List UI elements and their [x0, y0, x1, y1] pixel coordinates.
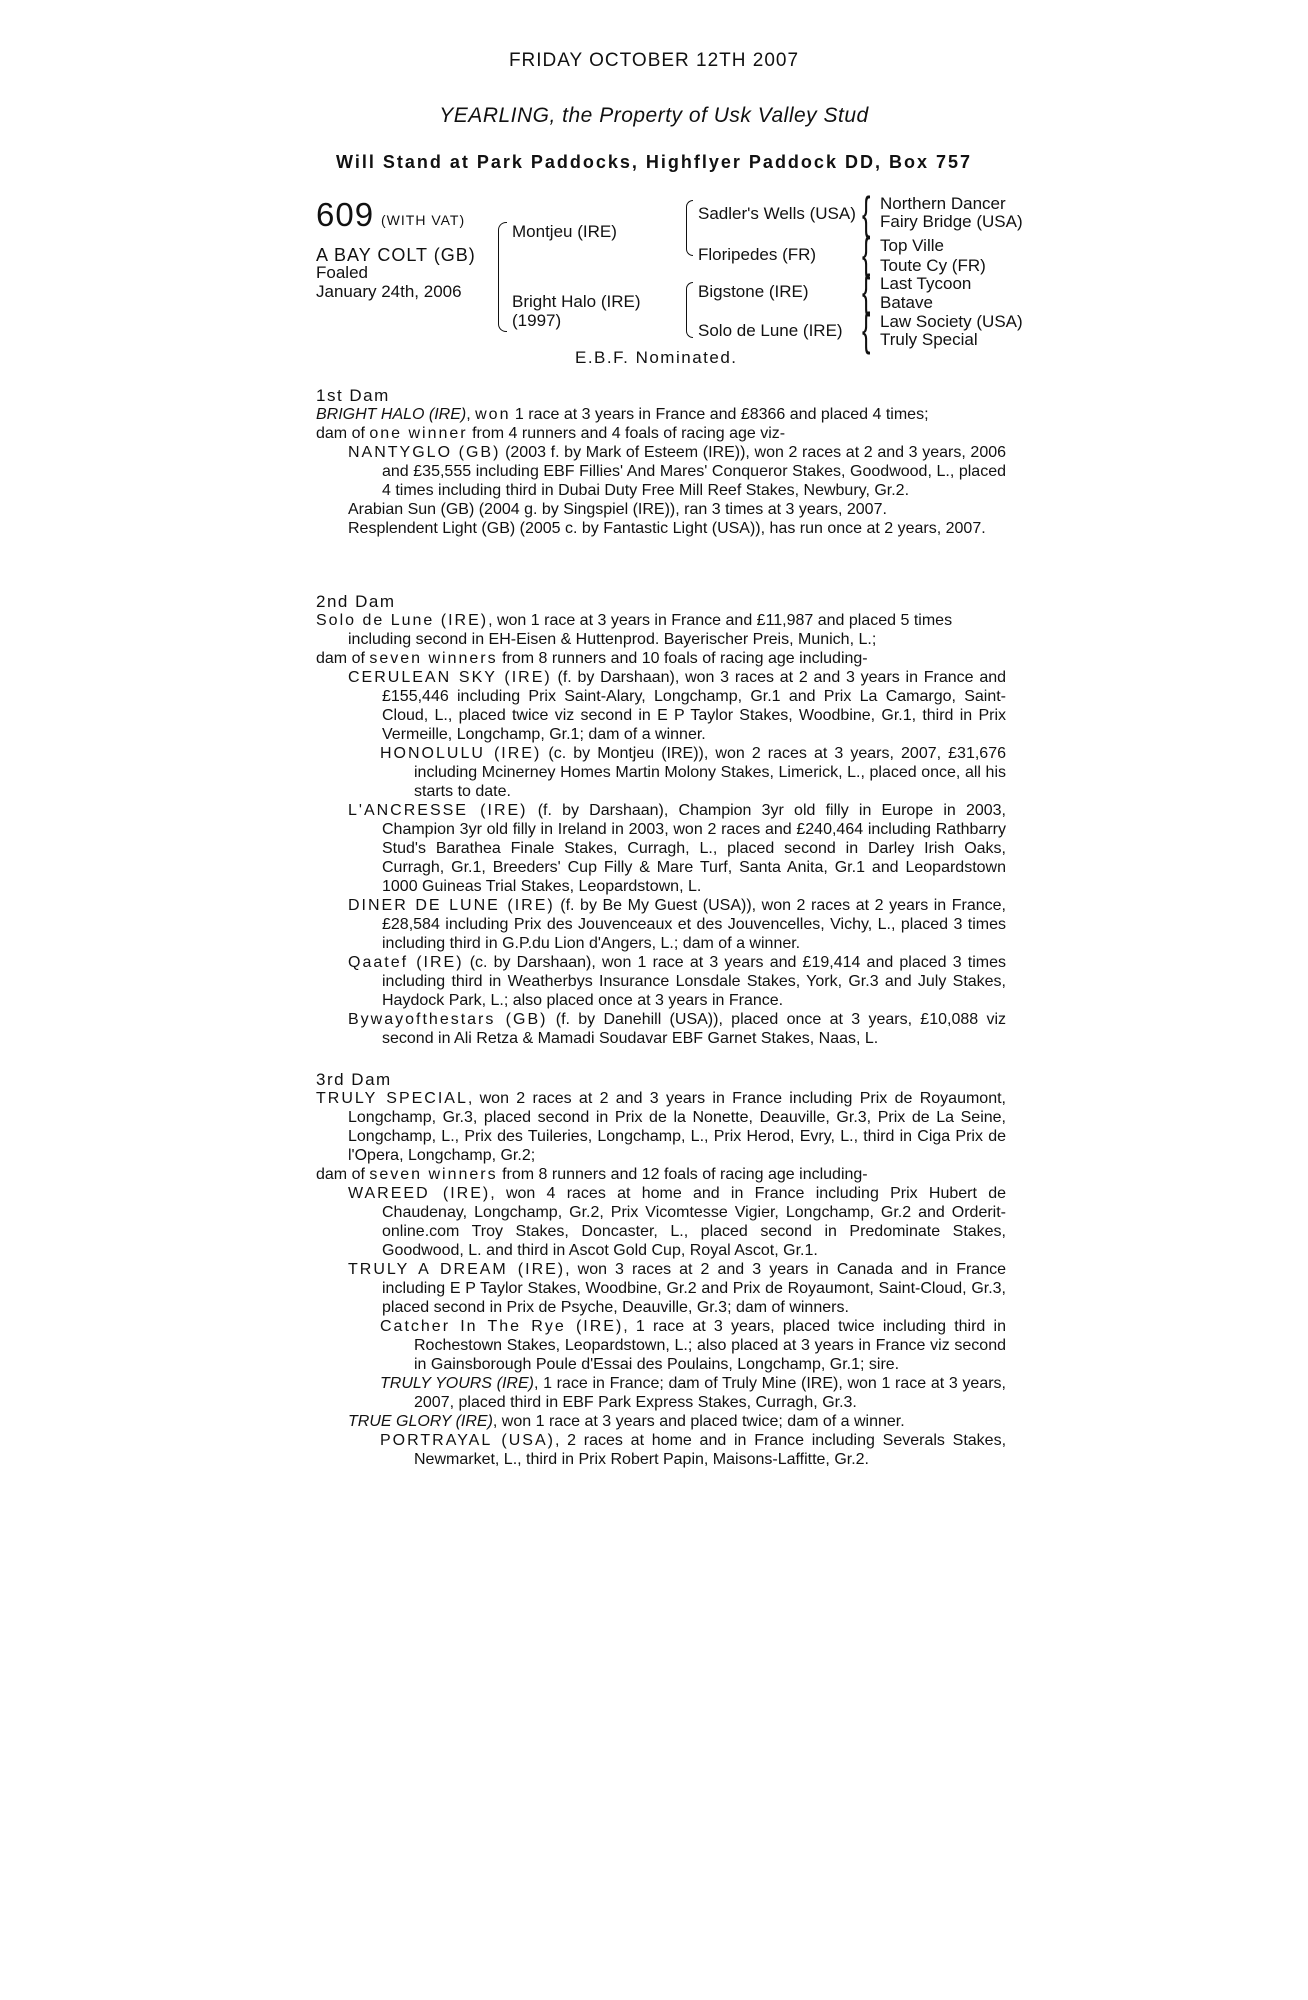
pedigree-brace: { — [862, 228, 871, 280]
pedigree-g8: Truly Special — [880, 330, 978, 349]
pedigree-dam-sire: Bigstone (IRE) — [698, 282, 809, 301]
first-dam-section: 1st Dam BRIGHT HALO (IRE), won 1 race at 3 years in France and £8366 and placed 4 times; dam of one winner from 4 runners and 4 foals of racing age viz- NANTYGLO (GB) (2003 f. by Mark of Esteem (IRE)), won 2 races at 2 and 3 years, 2006 and £35,555 including EBF Fillies' And Mares' Conqueror Stakes, Goodwood, L., placed 4 times including third in Dubai Duty Free Mill Reef Stakes, Newbury, Gr.2. Arabian Sun (GB) (2004 g. by Singspiel (IRE)), ran 3 times at 3 years, 2007. Resplendent Light (GB) (2005 c. by Fantastic Light (USA)), has run once at 2 years, 2007. — [316, 386, 1007, 537]
pedigree-brace — [686, 282, 693, 338]
produce-entry: Resplendent Light (GB) (2005 c. by Fantastic Light (USA)), has run once at 2 years, 2007. — [348, 520, 986, 537]
pedigree-brace: { — [862, 187, 871, 239]
pedigree-g4: Toute Cy (FR) — [880, 256, 986, 275]
pedigree-g5: Last Tycoon — [880, 274, 972, 293]
produce-entry: TRUE GLORY (IRE), won 1 race at 3 years and placed twice; dam of a winner. — [348, 1413, 905, 1430]
produce-entry: CERULEAN SKY (IRE) (f. by Darshaan), won 3 races at 2 and 3 years in France and £155,446 including Prix Saint-Alary, Longchamp, Gr.1 and Prix La Camargo, Saint-Cloud, L., placed twice viz second in E P Taylor Stakes, Woodbine, Gr.1, third in Prix Vermeille, Longchamp, Gr.1; dam of a winner. — [348, 669, 1007, 743]
lot-number: 609 — [316, 196, 375, 233]
vat-note: (WITH VAT) — [381, 212, 466, 228]
produce-entry: Bywayofthestars (GB) (f. by Danehill (USA)), placed once at 3 years, £10,088 viz second in Ali Retza & Mamadi Soudavar EBF Garnet Stakes, Naas, L. — [348, 1011, 1006, 1047]
lot-description: A BAY COLT (GB) — [316, 245, 476, 265]
pedigree-sire: Montjeu (IRE) — [512, 222, 617, 241]
second-dam-section: 2nd Dam Solo de Lune (IRE), won 1 race at 3 years in France and £11,987 and placed 5 times including second in EH-Eisen & Huttenprod. Bayerischer Preis, Munich, L.; dam of seven winners from 8 runners and 10 foals of racing age including- CERULEAN SKY (IRE) (f. by Darshaan), won 3 races at 2 and 3 years in France and £155,446 including Prix Saint-Alary, Longchamp, Gr.1 and Prix La Camargo, Saint-Cloud, L., placed twice viz second in E P Taylor Stakes, Woodbine, Gr.1, third in Prix Vermeille, Longchamp, Gr.1; dam of a winner. HONOLULU (IRE) (c. by Montjeu (IRE)), won 2 races at 3 years, 2007, £31,676 including Mcinerney Homes Martin Molony Stakes, Limerick, L., placed once, all his starts to date. L'ANCRESSE (IRE) (f. by Darshaan), Champion 3yr old filly in Europe in 2003, Champion 3yr old filly in Ireland in 2003, won 2 races and £240,464 including Rathbarry Stud's Barathea Finale Stakes, Curragh, L., placed second in Darley Irish Oaks, Curragh, Gr.1, Breeders' Cup Filly & Mare Turf, Santa Anita, Gr.1 and Leopardstown 1000 Guineas Trial Stakes, Leopardstown, L. DINER DE LUNE (IRE) (f. by Be My Guest (USA)), won 2 races at 2 years in France, £28,584 including Prix des Jouvenceaux et des Jouvencelles, Vichy, L., placed 3 times including third in G.P.du Lion d'Angers, L.; dam of a winner. Qaatef (IRE) (c. by Darshaan), won 1 race at 3 years and £19,414 and placed 3 times including third in Weatherbys Insurance Lonsdale Stakes, York, Gr.3 and July Stakes, Haydock Park, L.; also placed once at 3 years in France. Bywayofthestars (GB) (f. by Danehill (USA)), placed once at 3 years, £10,088 viz second in Ali Retza & Mamadi Soudavar EBF Garnet Stakes, Naas, L. — [316, 592, 1007, 1047]
foaled-date: January 24th, 2006 — [316, 282, 462, 301]
produce-entry: TRULY YOURS (IRE), 1 race in France; dam of Truly Mine (IRE), won 1 race at 3 years, 2007, placed third in EBF Park Express Stakes, Curragh, Gr.3. — [380, 1375, 1007, 1411]
dam-name: Solo de Lune (IRE) — [316, 612, 489, 629]
pedigree-g2: Fairy Bridge (USA) — [880, 212, 1023, 231]
pedigree-g6: Batave — [880, 293, 933, 312]
section-heading: 1st Dam — [316, 386, 390, 405]
ebf-note: E.B.F. Nominated. — [575, 348, 738, 367]
produce-entry: Arabian Sun (GB) (2004 g. by Singspiel (IRE)), ran 3 times at 3 years, 2007. — [348, 501, 887, 518]
section-heading: 2nd Dam — [316, 592, 396, 611]
sale-date: FRIDAY OCTOBER 12TH 2007 — [508, 50, 800, 71]
pedigree-dam-dam: Solo de Lune (IRE) — [698, 321, 843, 340]
pedigree-sire-dam: Floripedes (FR) — [698, 245, 817, 264]
pedigree-brace: { — [862, 265, 871, 317]
pedigree-g3: Top Ville — [880, 236, 944, 255]
produce-entry: Qaatef (IRE) (c. by Darshaan), won 1 race at 3 years and £19,414 and placed 3 times including third in Weatherbys Insurance Lonsdale Stakes, York, Gr.3 and July Stakes, Haydock Park, L.; also placed once at 3 years in France. — [348, 954, 1006, 1009]
produce-entry: NANTYGLO (GB) (2003 f. by Mark of Esteem (IRE)), won 2 races at 2 and 3 years, 2006 and £35,555 including EBF Fillies' And Mares' Conqueror Stakes, Goodwood, L., placed 4 times including third in Dubai Duty Free Mill Reef Stakes, Newbury, Gr.2. — [348, 444, 1007, 499]
produce-entry: PORTRAYAL (USA), 2 races at home and in France including Severals Stakes, Newmarket, L., third in Prix Robert Papin, Maisons-Laffitte, Gr.2. — [380, 1432, 1007, 1468]
location-line: Will Stand at Park Paddocks, Highflyer Paddock DD, Box 757 — [336, 152, 972, 172]
section-heading: 3rd Dam — [316, 1070, 392, 1089]
produce-entry: DINER DE LUNE (IRE) (f. by Be My Guest (USA)), won 2 races at 2 years in France, £28,584 including Prix des Jouvenceaux et des Jouvencelles, Vichy, L., placed 3 times including third in G.P.du Lion d'Angers, L.; dam of a winner. — [348, 897, 1007, 952]
dam-name: BRIGHT HALO (IRE) — [316, 406, 467, 423]
pedigree-dam: Bright Halo (IRE) — [512, 292, 641, 311]
pedigree-brace: { — [862, 303, 871, 355]
dam-name: TRULY SPECIAL — [316, 1090, 468, 1107]
produce-entry: L'ANCRESSE (IRE) (f. by Darshaan), Champion 3yr old filly in Europe in 2003, Champion 3yr old filly in Ireland in 2003, won 2 races and £240,464 including Rathbarry Stud's Barathea Finale Stakes, Curragh, L., placed second in Darley Irish Oaks, Curragh, Gr.1, Breeders' Cup Filly & Mare Turf, Santa Anita, Gr.1 and Leopardstown 1000 Guineas Trial Stakes, Leopardstown, L. — [348, 802, 1006, 895]
produce-entry: Catcher In The Rye (IRE), 1 race at 3 years, placed twice including third in Rochestown Stakes, Leopardstown, L.; also placed at 3 years in France viz second in Gainsborough Poule d'Essai des Poulains, Longchamp, Gr.1; sire. — [380, 1318, 1006, 1373]
produce-entry: TRULY A DREAM (IRE), won 3 races at 2 and 3 years in Canada and in France including E P Taylor Stakes, Woodbine, Gr.2 and Prix de Royaumont, Saint-Cloud, Gr.3, placed second in Prix de Psyche, Deauville, Gr.3; dam of winners. — [348, 1261, 1007, 1316]
pedigree-brace — [686, 200, 693, 256]
pedigree-brace — [498, 222, 507, 332]
pedigree-g7: Law Society (USA) — [880, 312, 1023, 331]
vendor-line: YEARLING, the Property of Usk Valley Stud — [439, 104, 869, 127]
produce-entry: WAREED (IRE), won 4 races at home and in France including Prix Hubert de Chaudenay, Longchamp, Gr.2, Prix Vicomtesse Vigier, Longchamp, Gr.2 and Orderit-online.com Troy Stakes, Doncaster, L., placed second in Predominate Stakes, Goodwood, L. and third in Ascot Gold Cup, Royal Ascot, Gr.1. — [348, 1185, 1007, 1259]
pedigree-g1: Northern Dancer — [880, 194, 1006, 213]
produce-entry: HONOLULU (IRE) (c. by Montjeu (IRE)), won 2 races at 3 years, 2007, £31,676 including Mcinerney Homes Martin Molony Stakes, Limerick, L., placed once, all his starts to date. — [380, 745, 1006, 800]
pedigree-sire-sire: Sadler's Wells (USA) — [698, 204, 856, 223]
pedigree-dam-year: (1997) — [512, 311, 562, 330]
third-dam-section: 3rd Dam TRULY SPECIAL, won 2 races at 2 and 3 years in France including Prix de Royaumont, Longchamp, Gr.3, placed second in Prix de la Nonette, Deauville, Gr.3, Prix de La Seine, Longchamp, L., Prix des Tuileries, Longchamp, L., Prix Herod, Evry, L., third in Ciga Prix de l'Opera, Longchamp, Gr.2; dam of seven winners from 8 runners and 12 foals of racing age including- WAREED (IRE), won 4 races at home and in France including Prix Hubert de Chaudenay, Longchamp, Gr.2, Prix Vicomtesse Vigier, Longchamp, Gr.2 and Orderit-online.com Troy Stakes, Doncaster, L., placed second in Predominate Stakes, Goodwood, L. and third in Ascot Gold Cup, Royal Ascot, Gr.1. TRULY A DREAM (IRE), won 3 races at 2 and 3 years in Canada and in France including E P Taylor Stakes, Woodbine, Gr.2 and Prix de Royaumont, Saint-Cloud, Gr.3, placed second in Prix de Psyche, Deauville, Gr.3; dam of winners. Catcher In The Rye (IRE), 1 race at 3 years, placed twice including third in Rochestown Stakes, Leopardstown, L.; also placed at 3 years in France viz second in Gainsborough Poule d'Essai des Poulains, Longchamp, Gr.1; sire. TRULY YOURS (IRE), 1 race in France; dam of Truly Mine (IRE), won 1 race at 3 years, 2007, placed third in EBF Park Express Stakes, Curragh, Gr.3. TRUE GLORY (IRE), won 1 race at 3 years and placed twice; dam of a winner. PORTRAYAL (USA), 2 races at home and in France including Severals Stakes, Newmarket, L., third in Prix Robert Papin, Maisons-Laffitte, Gr.2. — [316, 1070, 1007, 1468]
foaled-label: Foaled — [316, 263, 368, 282]
